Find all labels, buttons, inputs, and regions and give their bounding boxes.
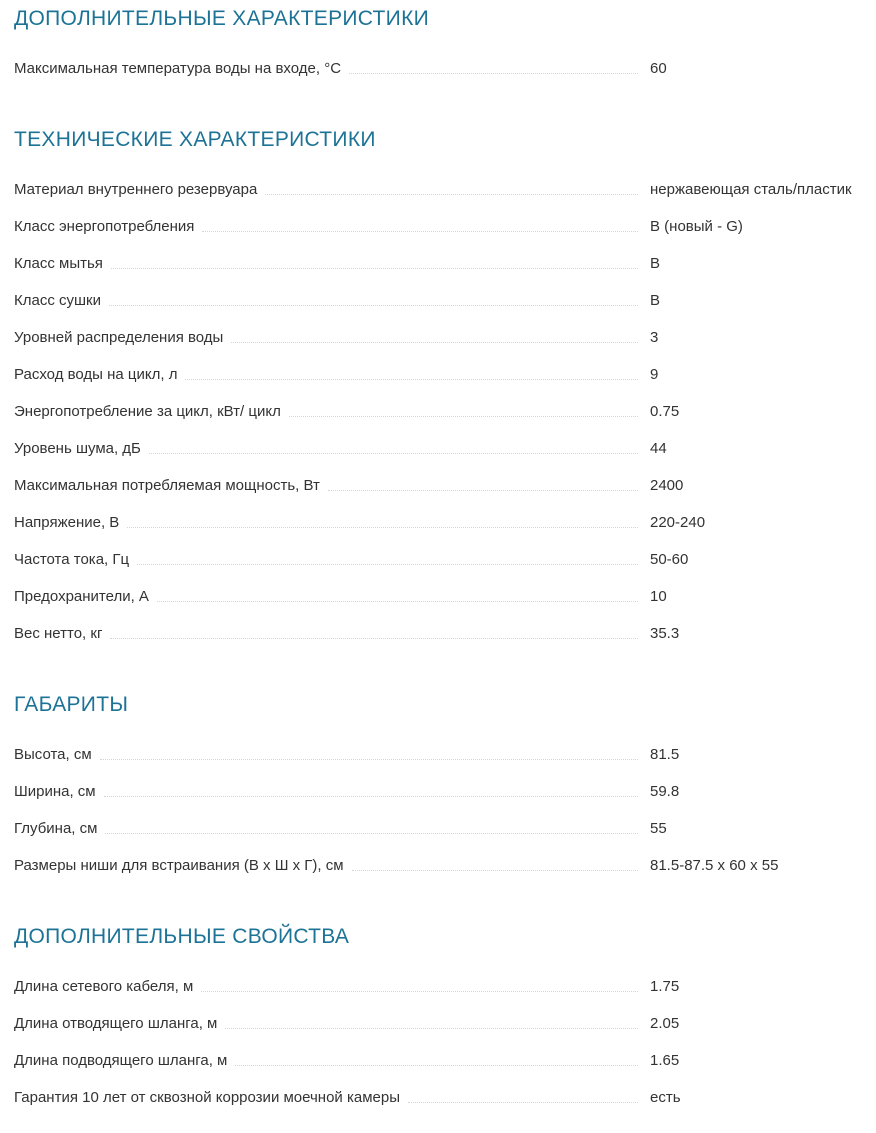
spec-label: Высота, см [14, 746, 92, 763]
spec-row [14, 319, 870, 356]
dotted-leader [349, 73, 638, 74]
spec-label: Длина отводящего шланга, м [14, 1015, 218, 1032]
spec-value: 1.75 [650, 978, 680, 995]
spec-sections [14, 6, 870, 1116]
spec-value: 2400 [650, 477, 684, 494]
spec-value: В [650, 292, 661, 309]
dotted-leader [110, 638, 638, 639]
dotted-leader [127, 527, 638, 528]
section-title: ГАБАРИТЫ [14, 693, 129, 716]
spec-value: В (новый - G) [650, 218, 743, 235]
dotted-leader [352, 870, 638, 871]
spec-row [14, 1079, 870, 1116]
spec-label: Максимальная температура воды на входе, °С [14, 60, 342, 77]
spec-value: В [650, 255, 661, 272]
dotted-leader [185, 379, 638, 380]
spec-value: 10 [650, 588, 667, 605]
spec-value: 9 [650, 366, 659, 383]
spec-value: 60 [650, 60, 667, 77]
spec-row [14, 245, 870, 282]
spec-row [14, 467, 870, 504]
spec-label: Энергопотребление за цикл, кВт/ цикл [14, 403, 281, 420]
spec-value: 220-240 [650, 514, 706, 531]
dotted-leader [105, 833, 638, 834]
spec-label: Длина сетевого кабеля, м [14, 978, 194, 995]
dotted-leader [408, 1102, 638, 1103]
spec-label: Предохранители, А [14, 588, 149, 605]
spec-row [14, 282, 870, 319]
dotted-leader [137, 564, 638, 565]
spec-section [14, 127, 870, 652]
dotted-leader [202, 231, 638, 232]
spec-value: 35.3 [650, 625, 680, 642]
dotted-leader [328, 490, 638, 491]
dotted-leader [235, 1065, 638, 1066]
spec-label: Материал внутреннего резервуара [14, 181, 258, 198]
spec-value: 3 [650, 329, 659, 346]
dotted-leader [157, 601, 638, 602]
dotted-leader [231, 342, 638, 343]
spec-row [14, 541, 870, 578]
spec-row [14, 393, 870, 430]
spec-row [14, 50, 870, 87]
spec-value: 55 [650, 820, 667, 837]
dotted-leader [109, 305, 638, 306]
spec-label: Уровень шума, дБ [14, 440, 141, 457]
section-title: ТЕХНИЧЕСКИЕ ХАРАКТЕРИСТИКИ [14, 128, 376, 151]
spec-row [14, 171, 870, 208]
spec-value: 2.05 [650, 1015, 680, 1032]
spec-value: нержавеющая сталь/пластик [650, 181, 852, 198]
spec-label: Максимальная потребляемая мощность, Вт [14, 477, 320, 494]
spec-row [14, 1005, 870, 1042]
spec-label: Расход воды на цикл, л [14, 366, 178, 383]
spec-value: 50-60 [650, 551, 689, 568]
spec-label: Ширина, см [14, 783, 96, 800]
spec-row [14, 773, 870, 810]
spec-row [14, 810, 870, 847]
dotted-leader [149, 453, 638, 454]
spec-section [14, 6, 870, 87]
section-title: ДОПОЛНИТЕЛЬНЫЕ ХАРАКТЕРИСТИКИ [14, 7, 429, 30]
spec-row [14, 356, 870, 393]
dotted-leader [100, 759, 638, 760]
spec-value: есть [650, 1089, 681, 1106]
spec-value: 1.65 [650, 1052, 680, 1069]
spec-row [14, 208, 870, 245]
spec-value: 0.75 [650, 403, 680, 420]
spec-label: Глубина, см [14, 820, 98, 837]
spec-label: Класс сушки [14, 292, 101, 309]
spec-label: Длина подводящего шланга, м [14, 1052, 228, 1069]
spec-section [14, 692, 870, 884]
spec-row [14, 504, 870, 541]
spec-row [14, 578, 870, 615]
spec-section [14, 924, 870, 1116]
dotted-leader [111, 268, 638, 269]
dotted-leader [289, 416, 638, 417]
spec-value: 81.5 [650, 746, 680, 763]
spec-row [14, 736, 870, 773]
spec-row [14, 430, 870, 467]
spec-label: Напряжение, В [14, 514, 120, 531]
dotted-leader [201, 991, 638, 992]
spec-label: Размеры ниши для встраивания (В х Ш х Г), см [14, 857, 344, 874]
spec-row [14, 1042, 870, 1079]
spec-label: Уровней распределения воды [14, 329, 224, 346]
spec-label: Частота тока, Гц [14, 551, 130, 568]
spec-row [14, 968, 870, 1005]
spec-label: Вес нетто, кг [14, 625, 103, 642]
spec-row [14, 615, 870, 652]
spec-label: Класс энергопотребления [14, 218, 195, 235]
spec-value: 81.5-87.5 х 60 х 55 [650, 857, 779, 874]
section-title: ДОПОЛНИТЕЛЬНЫЕ СВОЙСТВА [14, 925, 350, 948]
spec-label: Гарантия 10 лет от сквозной коррозии моечной камеры [14, 1089, 400, 1106]
dotted-leader [104, 796, 638, 797]
spec-value: 59.8 [650, 783, 680, 800]
dotted-leader [225, 1028, 638, 1029]
spec-row [14, 847, 870, 884]
dotted-leader [265, 194, 638, 195]
spec-value: 44 [650, 440, 667, 457]
spec-label: Класс мытья [14, 255, 103, 272]
